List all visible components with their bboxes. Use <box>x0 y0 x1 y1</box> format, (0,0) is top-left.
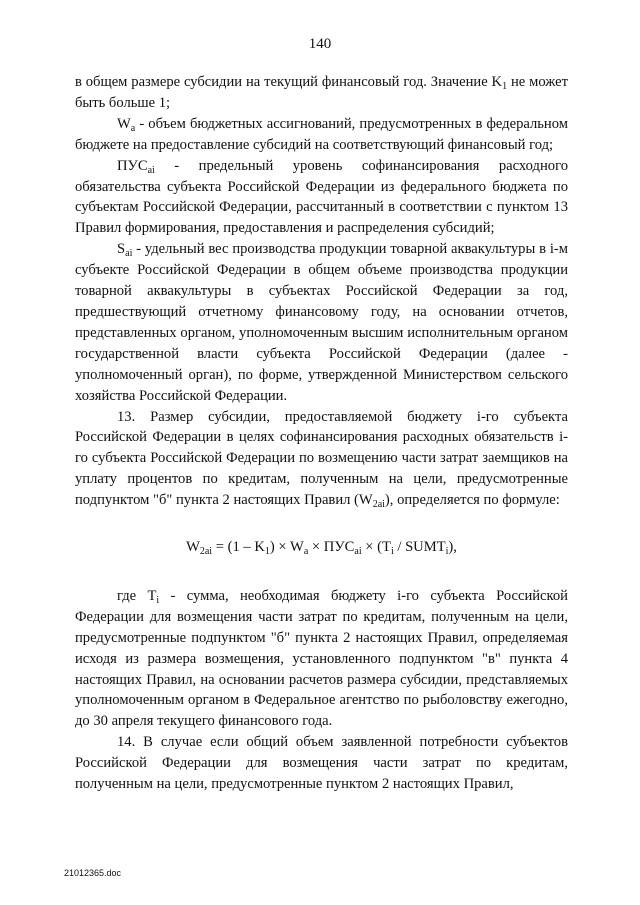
paragraph-wa-definition: $W_a$ - объем бюджетных ассигнований, предусмотренных в федеральном бюджете на предоставление субсидий на соответствующий финансовый год; <box>75 115 568 153</box>
paragraph-pus-definition: $ПУС_{ai}$ - предельный уровень софинансирования расходного обязательства субъекта Российской Федерации из федерального бюджета по субъектам Российской Федерации, рассчитанный в соответствии с пунктом 13 Правил формирования, предоставления и распределения субсидий; <box>75 157 568 237</box>
paragraph-k1-limit: в общем размере субсидии на текущий финансовый год. Значение $K_1$ не может быть больше 1; <box>75 74 569 111</box>
footer-file-code: 21012365.doc <box>64 868 122 878</box>
paragraph-ti-definition: где $T_i$ - сумма, необходимая бюджету i-го субъекта Российской Федерации для возмещения части затрат по кредитам, полученным на цели, предусмотренные подпунктом "б" пункта 2 настоящих Правил, определяемая исходя из размера возмещения, установленного подпунктом "в" пункта 4 настоящих Правил, на основании расчетов размера субсидии, представляемых уполномоченным органом в Федеральное агентство по рыболовству ежегодно, до 30 апреля текущего финансового года. <box>75 587 568 730</box>
page-number: 140 <box>308 36 332 52</box>
document-body <box>75 72 568 795</box>
paragraph-14: 14. В случае если общий объем заявленной потребности субъектов Российской Федерации для возмещения части затрат по кредитам, полученным на цели, предусмотренные пунктом 2 настоящих Правил, <box>75 734 568 793</box>
paragraph-sai-definition: $S_{ai}$ - удельный вес производства продукции товарной аквакультуры в i-м субъекте Российской Федерации в общем объеме производства продукции товарной аквакультуры в субъектах Российской Федерации за год, предшествующий отчетному финансовому году, на основании отчетов, представленных органом, уполномоченным высшим исполнительным органом государственной власти субъекта Российской Федерации (далее - уполномоченный орган), по форме, утвержденной Министерством сельского хозяйства Российской Федерации. <box>75 241 568 404</box>
paragraph-13: 13. Размер субсидии, предоставляемой бюджету i-го субъекта Российской Федерации в целях софинансирования расходных обязательств i-го субъекта Российской Федерации по возмещению части затрат заемщиков на уплату процентов по кредитам, полученным на цели, предусмотренные подпунктом "б" пункта 2 настоящих Правил $(W_{2ai})$, определяется по формуле: <box>75 408 568 511</box>
formula-w2ai: $W_{2ai} = (1 - K_1) \times W_a \times ПУС_{ai} \times (T_i$ / $SUMT_i$), <box>186 539 457 558</box>
